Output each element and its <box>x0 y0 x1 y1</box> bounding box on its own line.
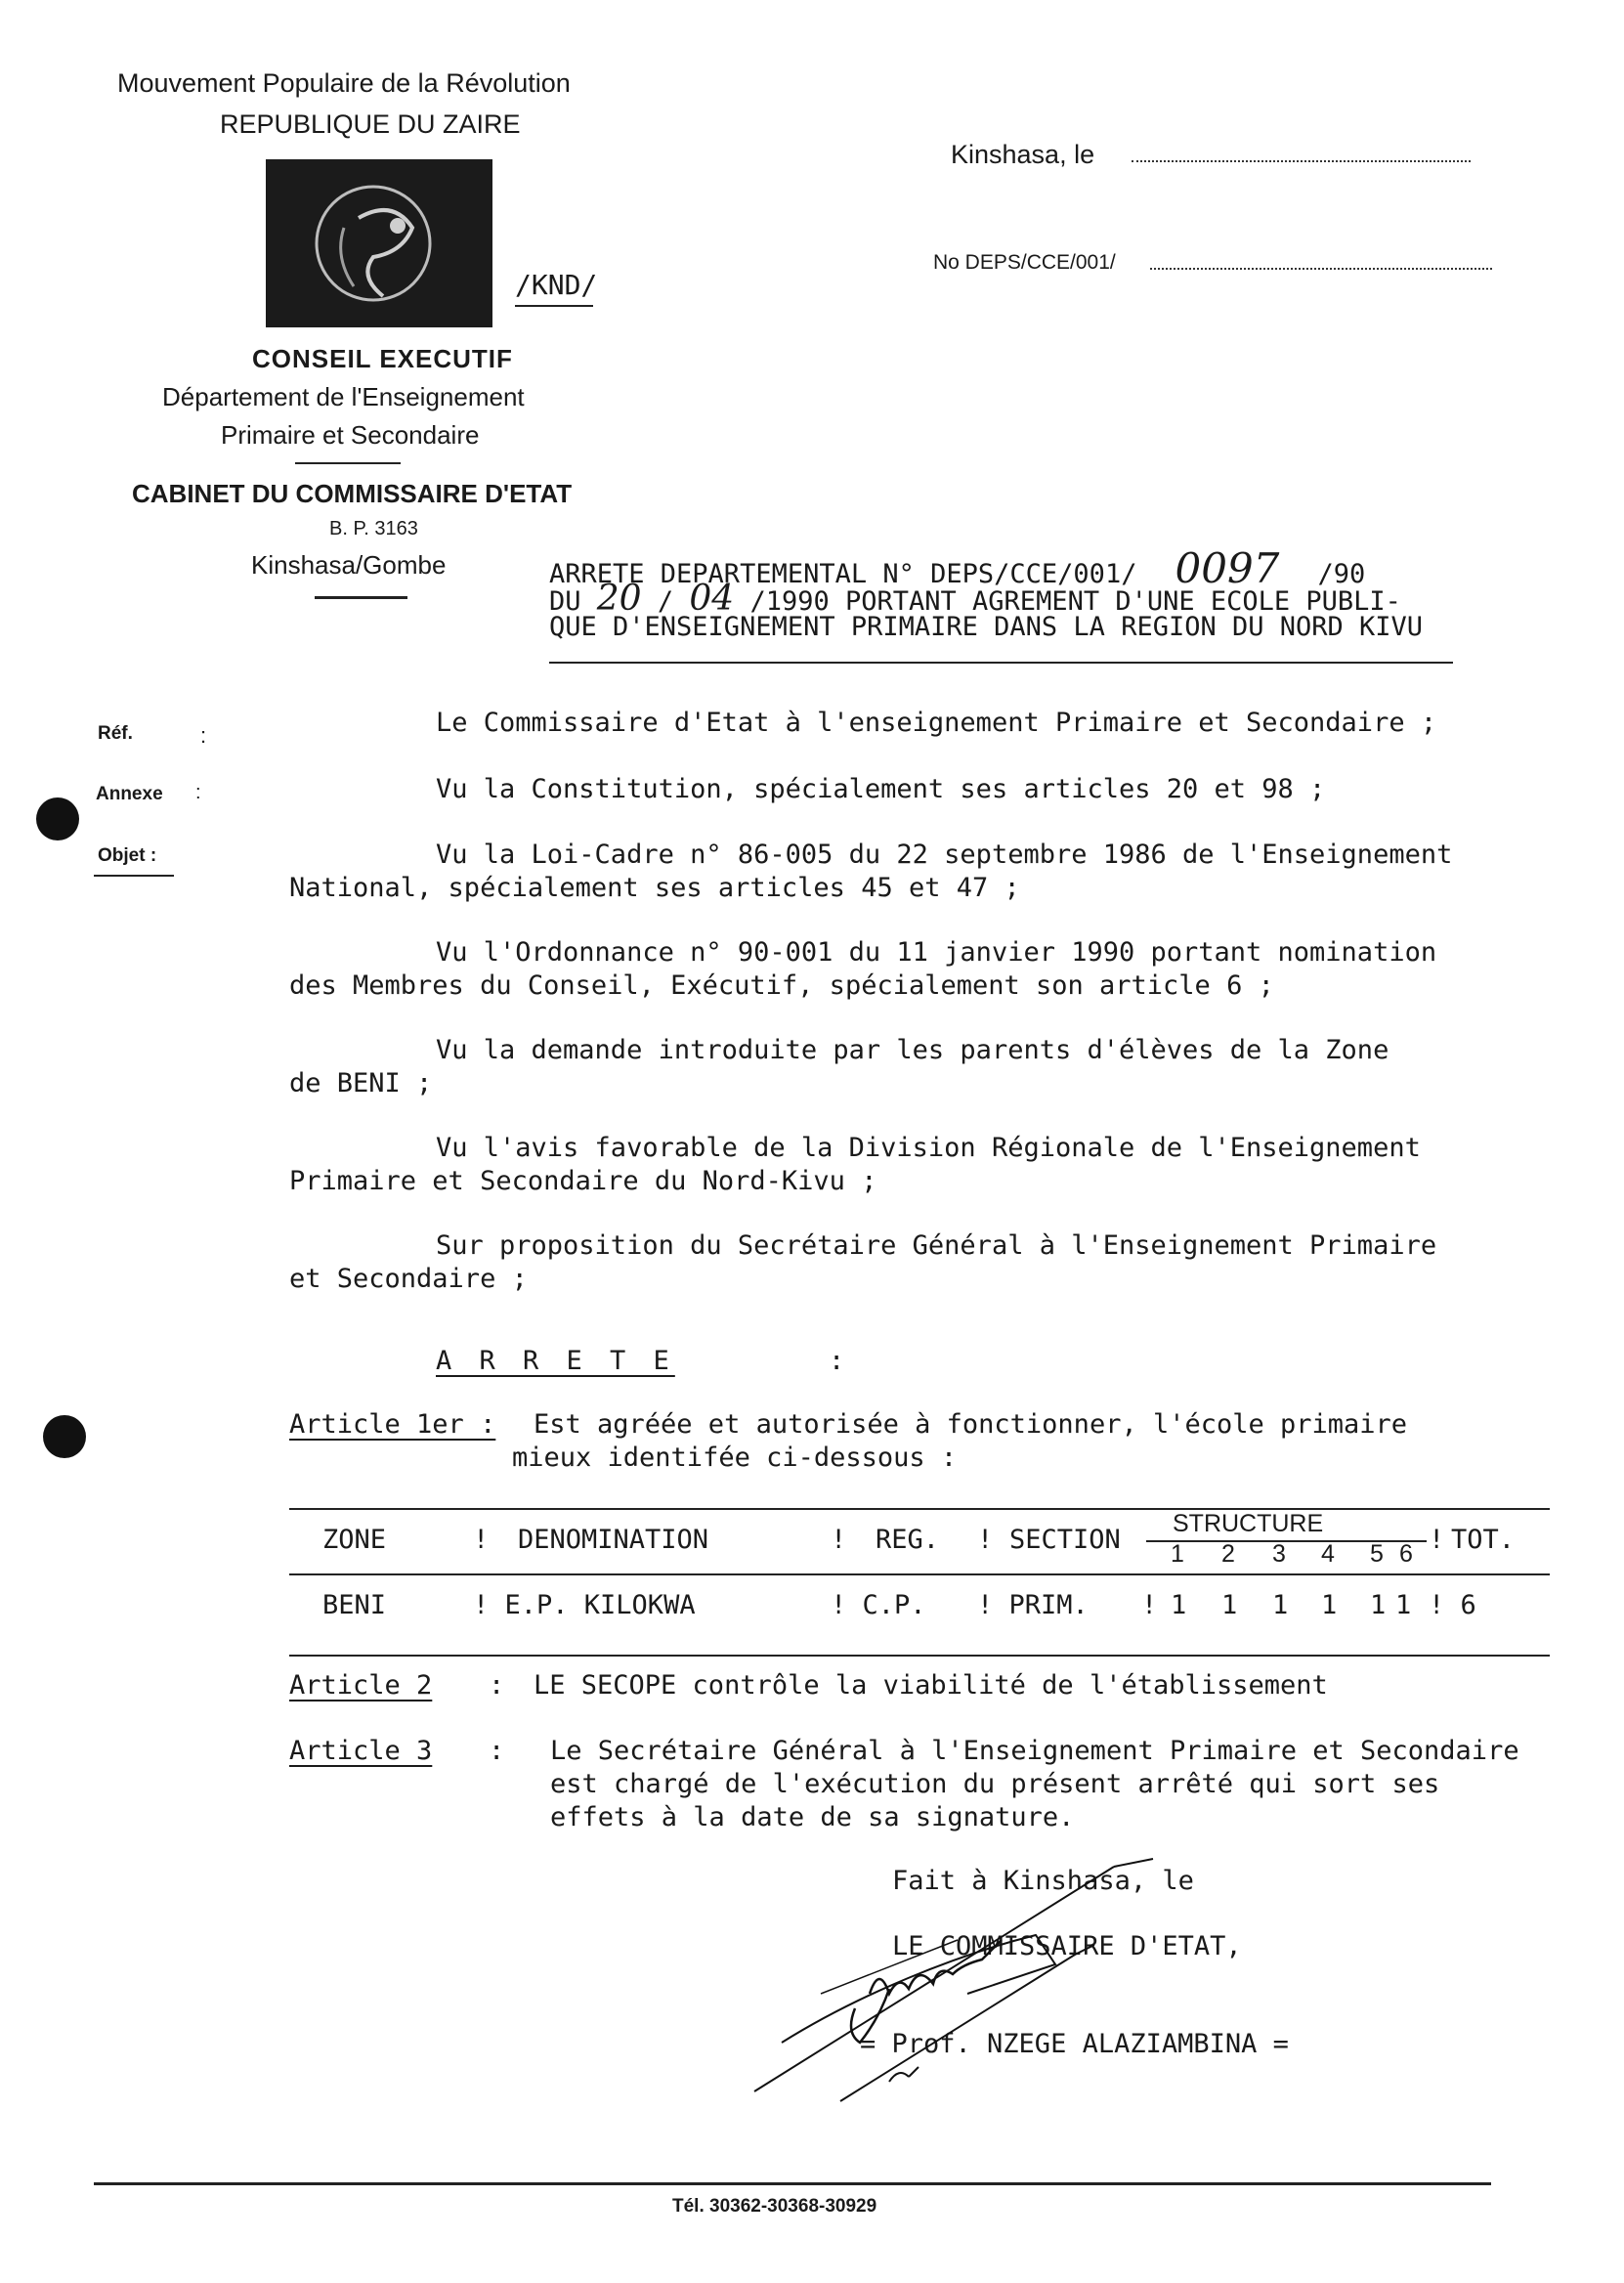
punch-hole <box>43 1415 86 1458</box>
article-2-text: LE SECOPE contrôle la viabilité de l'établissement <box>534 1670 1328 1701</box>
article-1-label: Article 1er : <box>289 1409 496 1440</box>
preamble-proposition-line2: et Secondaire ; <box>289 1264 528 1294</box>
department-line1: Département de l'Enseignement <box>162 382 525 411</box>
article-3-line3: effets à la date de sa signature. <box>550 1802 1075 1832</box>
handwritten-day: 20 <box>596 579 642 619</box>
reference-blank-line <box>1150 268 1492 270</box>
department-line2: Primaire et Secondaire <box>221 420 480 450</box>
preamble-constitution: Vu la Constitution, spécialement ses articles 20 et 98 ; <box>436 774 1326 804</box>
table-header-rule <box>289 1573 1550 1575</box>
class-header-1: 1 <box>1171 1540 1184 1568</box>
arrete-heading: A R R E T E <box>436 1346 675 1376</box>
annexe-label: Annexe <box>96 784 163 804</box>
city-label: Kinshasa/Gombe <box>251 550 447 580</box>
table-row-class-5: 1 <box>1370 1590 1387 1620</box>
header-movement: Mouvement Populaire de la Révolution <box>117 68 571 98</box>
arrete-title-prefix: ARRETE DEPARTEMENTAL N° DEPS/CCE/001/ <box>549 559 1137 589</box>
table-header-denomination: DENOMINATION <box>518 1525 709 1555</box>
handwritten-arrete-number: 0097 <box>1175 544 1280 592</box>
arrete-heading-colon: : <box>829 1346 845 1376</box>
table-header-separator: ! <box>473 1525 490 1555</box>
handwritten-signature <box>743 1847 1290 2140</box>
table-top-rule <box>289 1508 1550 1510</box>
class-header-2: 2 <box>1221 1540 1235 1568</box>
header-republic: REPUBLIQUE DU ZAIRE <box>220 109 521 139</box>
arrete-title-year: /90 <box>1317 559 1366 589</box>
table-row-class-4: 1 <box>1321 1590 1338 1620</box>
ref-colon: : <box>200 723 207 748</box>
table-header-separator: ! <box>977 1525 994 1555</box>
table-header-separator: ! <box>1429 1525 1445 1555</box>
table-row-zone: BENI <box>322 1590 387 1620</box>
reference-number-label: No DEPS/CCE/001/ <box>933 251 1116 274</box>
class-header-5: 5 <box>1370 1540 1384 1568</box>
article-3-line2: est chargé de l'exécution du présent arrêté qui sort ses <box>550 1769 1440 1799</box>
article-3-line1: Le Secrétaire Général à l'Enseignement Primaire et Secondaire <box>550 1736 1519 1766</box>
table-row-class-6: 1 <box>1395 1590 1412 1620</box>
department-divider <box>295 462 401 464</box>
class-header-3: 3 <box>1272 1540 1286 1568</box>
objet-label: Objet : <box>98 845 157 866</box>
class-header-4: 4 <box>1321 1540 1335 1568</box>
signatory-name: = Prof. NZEGE ALAZIAMBINA = <box>860 2029 1289 2059</box>
table-row-separator: ! <box>1141 1590 1158 1620</box>
preamble-ordonnance-line1: Vu l'Ordonnance n° 90-001 du 11 janvier 1990 portant nomination <box>436 937 1437 968</box>
preamble-proposition-line1: Sur proposition du Secrétaire Général à l'Enseignement Primaire <box>436 1230 1437 1261</box>
kinshasa-date-label: Kinshasa, le <box>951 140 1095 169</box>
article-2-label: Article 2 <box>289 1670 433 1701</box>
preamble-avis-line1: Vu l'avis favorable de la Division Régionale de l'Enseignement <box>436 1133 1421 1163</box>
cabinet-title: CABINET DU COMMISSAIRE D'ETAT <box>132 479 573 508</box>
table-row-denomination: ! E.P. KILOKWA <box>473 1590 696 1620</box>
table-row-class-2: 1 <box>1221 1590 1238 1620</box>
leopard-torch-icon <box>266 159 492 327</box>
table-row-tot: ! 6 <box>1429 1590 1476 1620</box>
conseil-executif: CONSEIL EXECUTIF <box>252 344 513 373</box>
preamble-demande-line1: Vu la demande introduite par les parents d'élèves de la Zone <box>436 1035 1389 1065</box>
article-3-label: Article 3 <box>289 1736 433 1766</box>
knd-underline <box>515 305 593 307</box>
postal-box: B. P. 3163 <box>329 518 418 539</box>
footer-rule <box>94 2182 1491 2185</box>
article-2-colon: : <box>489 1670 505 1701</box>
arrete-title-line3: QUE D'ENSEIGNEMENT PRIMAIRE DANS LA REGION DU NORD KIVU <box>549 612 1424 642</box>
arrete-du-label: DU <box>549 586 581 617</box>
annexe-colon: : <box>195 782 201 803</box>
knd-reference: /KND/ <box>515 269 598 301</box>
article-1-line1: Est agréée et autorisée à fonctionner, l'école primaire <box>534 1409 1408 1440</box>
structure-divider <box>1146 1540 1427 1542</box>
date-separator: / <box>657 586 674 617</box>
preamble-ordonnance-line2: des Membres du Conseil, Exécutif, spécialement son article 6 ; <box>289 970 1274 1001</box>
table-row-class-3: 1 <box>1272 1590 1289 1620</box>
preamble-avis-line2: Primaire et Secondaire du Nord-Kivu ; <box>289 1166 877 1196</box>
handwritten-month: 04 <box>689 579 735 619</box>
date-blank-line <box>1132 160 1471 162</box>
footer-telephone: Tél. 30362-30368-30929 <box>672 2196 877 2217</box>
preamble-loi-cadre-line2: National, spécialement ses articles 45 et 47 ; <box>289 873 1020 903</box>
ref-label: Réf. <box>98 723 133 744</box>
preamble-loi-cadre-line1: Vu la Loi-Cadre n° 86-005 du 22 septembre 1986 de l'Enseignement <box>436 840 1453 870</box>
article-1-line2: mieux identifée ci-dessous : <box>512 1443 958 1473</box>
title-underline <box>549 662 1453 664</box>
arrete-title-date-rest: /1990 PORTANT AGREMENT D'UNE ECOLE PUBLI- <box>749 586 1401 617</box>
table-header-tot: TOT. <box>1451 1525 1516 1555</box>
objet-underline <box>94 875 174 877</box>
table-header-separator: ! <box>831 1525 847 1555</box>
article-3-colon: : <box>489 1736 505 1766</box>
fait-a-kinshasa: Fait à Kinshasa, le <box>892 1866 1194 1896</box>
table-row-class-1: 1 <box>1171 1590 1187 1620</box>
table-row-reg: ! C.P. <box>831 1590 926 1620</box>
punch-hole <box>36 797 79 840</box>
table-bottom-rule <box>289 1655 1550 1657</box>
table-header-reg: REG. <box>876 1525 940 1555</box>
table-header-section: SECTION <box>1009 1525 1121 1555</box>
coat-of-arms-emblem <box>266 159 492 327</box>
class-header-6: 6 <box>1399 1540 1413 1568</box>
preamble-commissaire: Le Commissaire d'Etat à l'enseignement Primaire et Secondaire ; <box>436 708 1437 738</box>
commissaire-title: LE COMMISSAIRE D'ETAT, <box>892 1931 1242 1961</box>
table-header-structure: STRUCTURE <box>1173 1510 1324 1537</box>
table-row-section: ! PRIM. <box>977 1590 1089 1620</box>
city-divider <box>315 596 407 599</box>
preamble-demande-line2: de BENI ; <box>289 1068 433 1098</box>
table-header-zone: ZONE <box>322 1525 387 1555</box>
